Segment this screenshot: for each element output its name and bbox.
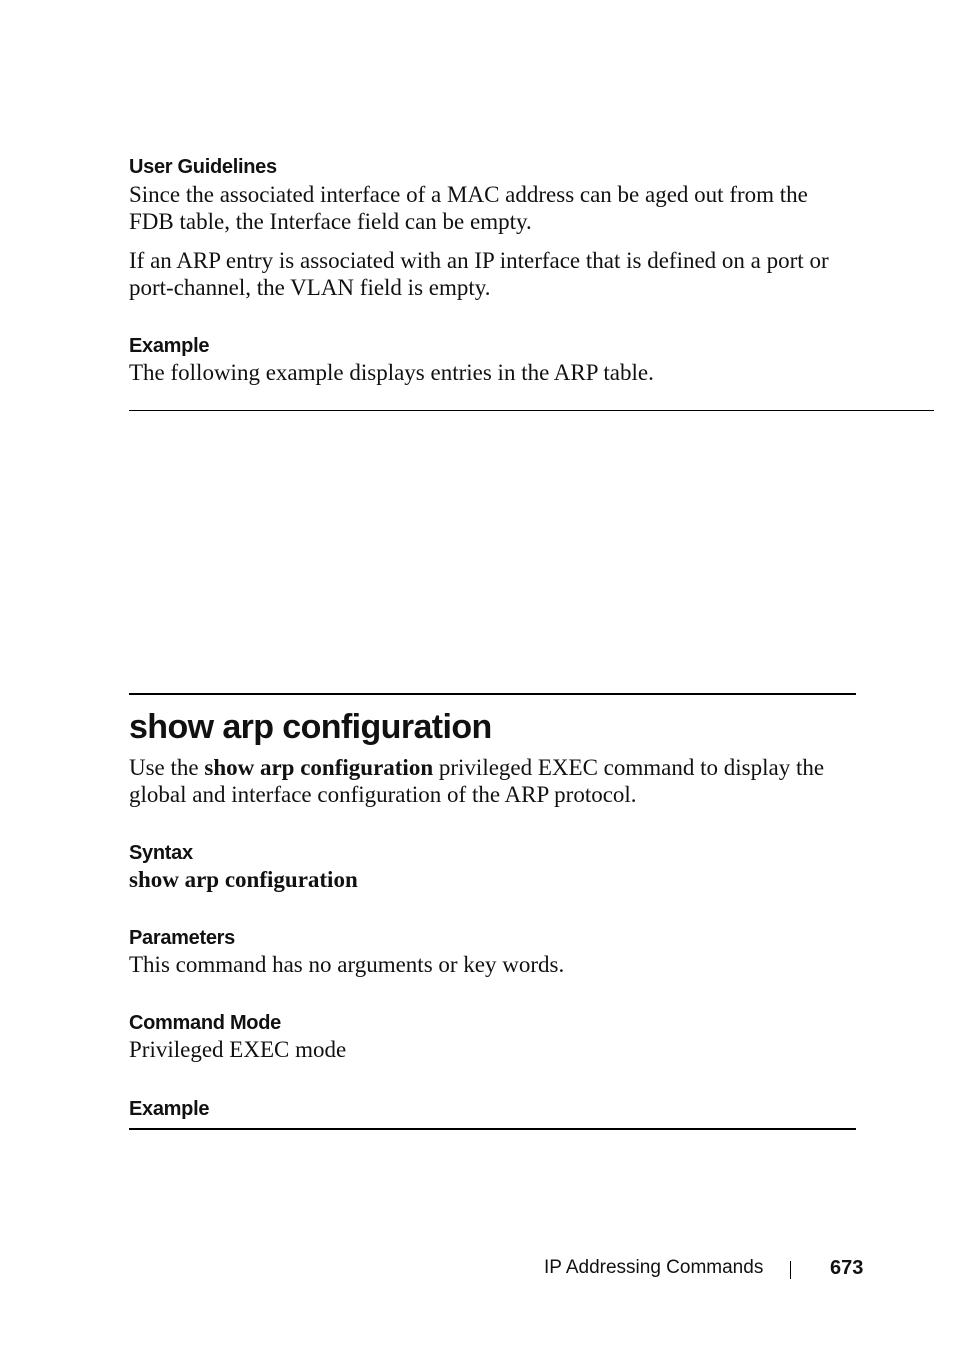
- user-guidelines-heading: User Guidelines: [129, 156, 277, 178]
- example-box-top-rule: [129, 410, 934, 411]
- footer-chapter-title: IP Addressing Commands: [544, 1257, 764, 1278]
- user-guidelines-para1-line1: Since the associated interface of a MAC address can be aged out from the: [129, 182, 808, 207]
- parameters-heading: Parameters: [129, 927, 235, 949]
- intro-command: show arp configuration: [204, 755, 434, 780]
- example-heading: Example: [129, 335, 210, 357]
- section-intro-line1: [129, 754, 824, 781]
- example-heading-2: Example: [129, 1098, 210, 1120]
- command-mode-text: Privileged EXEC mode: [129, 1037, 347, 1062]
- user-guidelines-para1-line2: FDB table, the Interface field can be empty.: [129, 209, 532, 234]
- user-guidelines-para2-line2: port-channel, the VLAN field is empty.: [129, 275, 491, 300]
- footer-separator: [790, 1261, 791, 1279]
- user-guidelines-para2-line1: If an ARP entry is associated with an IP interface that is defined on a port or: [129, 248, 829, 273]
- syntax-heading: Syntax: [129, 842, 193, 864]
- parameters-text: This command has no arguments or key words.: [129, 952, 565, 977]
- example-2-rule: [129, 1128, 856, 1130]
- intro-prefix: Use the: [129, 755, 205, 780]
- intro-suffix: privileged EXEC command to display the: [433, 755, 825, 780]
- footer-page-number: 673: [830, 1257, 864, 1279]
- section-intro-line2: global and interface configuration of the ARP protocol.: [129, 782, 637, 807]
- command-mode-heading: Command Mode: [129, 1012, 281, 1034]
- example-description: The following example displays entries in the ARP table.: [129, 360, 654, 385]
- section-title: show arp configuration: [129, 708, 492, 746]
- syntax-command: show arp configuration: [129, 867, 358, 892]
- section-top-rule: [129, 693, 856, 695]
